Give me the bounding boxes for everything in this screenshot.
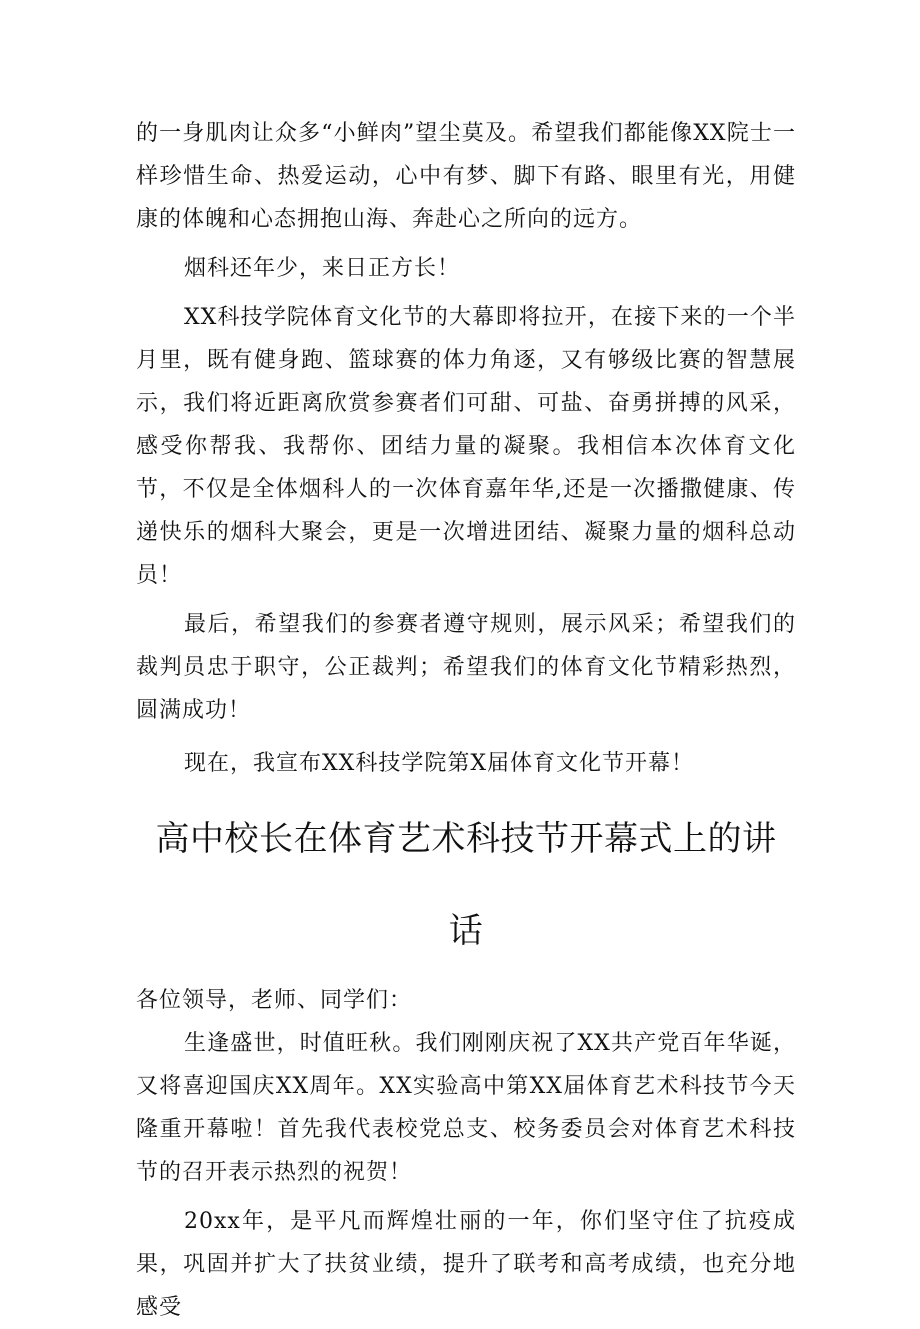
speech-title	[136, 793, 796, 977]
paragraph-4: 最后，希望我们的参赛者遵守规则，展示风采；希望我们的裁判员忠于职守，公正裁判；希望我们的体育文化节精彩热烈，圆满成功！	[136, 612, 796, 723]
speech-title-line-1: 高中校长在体育艺术科技节开幕式上的讲	[155, 819, 777, 859]
paragraph-3: XX科技学院体育文化节的大幕即将拉开，在接下来的一个半月里，既有健身跑、篮球赛的体力角逐，又有够级比赛的智慧展示，我们将近距离欣赏参赛者们可甜、可盐、奋勇拼搏的风采，感受你帮我、我帮你、团结力量的凝聚。我相信本次体育文化节，不仅是全体烟科人的一次体育嘉年华,还是一次播撒健康、传递快乐的烟科大聚会，更是一次增进团结、凝聚力量的烟科总动员！	[136, 305, 796, 588]
paragraph-5: 现在，我宣布XX科技学院第X届体育文化节开幕！	[184, 751, 694, 776]
paragraph-7: 20xx年，是平凡而辉煌壮丽的一年，你们坚守住了抗疫成果，巩固并扩大了扶贫业绩，提升了联考和高考成绩，也充分地感受	[136, 1209, 796, 1320]
paragraph-1: 的一身肌肉让众多“小鲜肉”望尘莫及。希望我们都能像XX院士一样珍惜生命、热爱运动，心中有梦、脚下有路、眼里有光，用健康的体魄和心态拥抱山海、奔赴心之所向的远方。	[136, 121, 796, 232]
speech-title-line-2: 话	[448, 911, 484, 951]
greeting: 各位领导，老师、同学们：	[136, 988, 413, 1013]
paragraph-6: 生逢盛世，时值旺秋。我们刚刚庆祝了XX共产党百年华诞，又将喜迎国庆XX周年。XX实验高中第XX届体育艺术科技节今天隆重开幕啦！首先我代表校党总支、校务委员会对体育艺术科技节的召开表示热烈的祝贺！	[136, 1031, 796, 1185]
document-body	[136, 112, 796, 1329]
paragraph-2: 烟科还年少，来日正方长！	[184, 256, 461, 281]
